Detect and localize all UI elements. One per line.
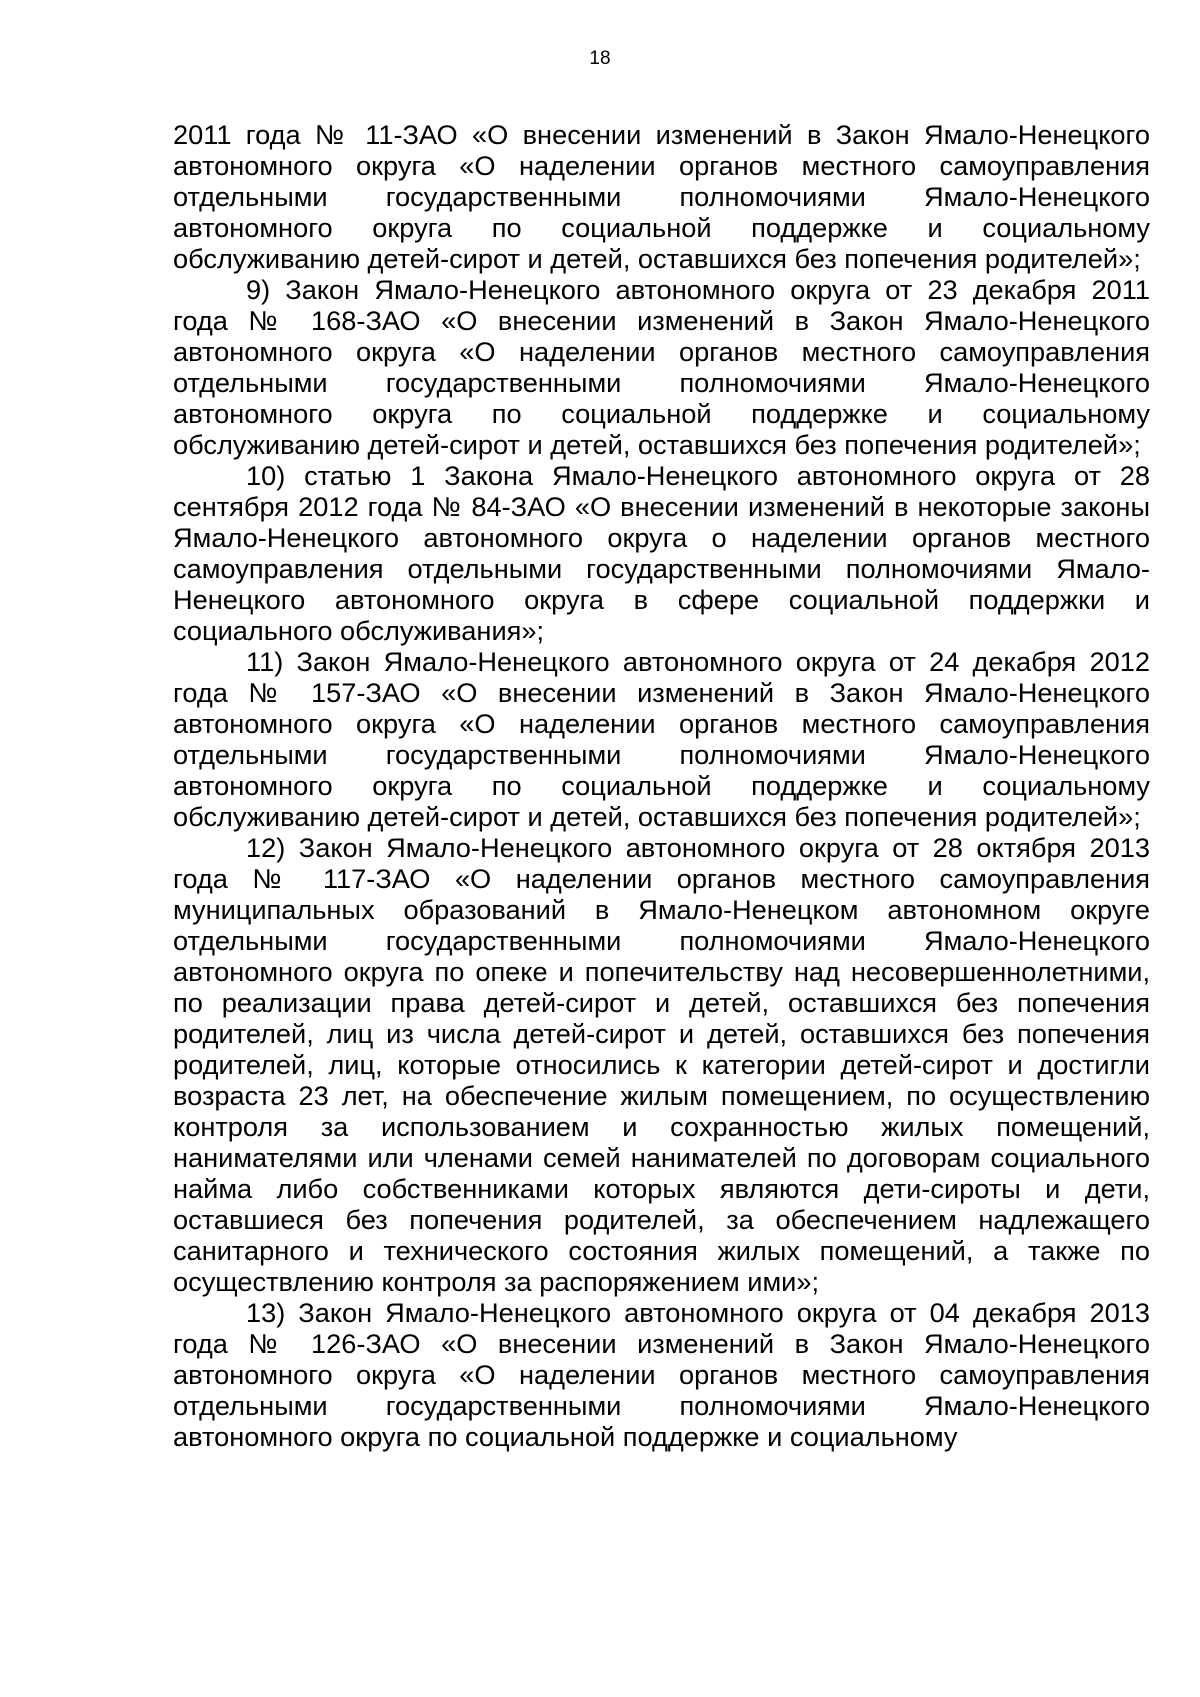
paragraph-item-11: 11) Закон Ямало-Ненецкого автономного округа от 24 декабря 2012 года № 157-ЗАО «О внесении изменений в Закон Ямало-Ненецкого автономного округа «О наделении органов местного самоуправления отдельными государственными полномочиями Ямало-Ненецкого автономного округа по социальной поддержке и социальному обслуживанию детей-сирот и детей, оставшихся без попечения родителей»; (173, 646, 1150, 832)
document-body (173, 119, 1150, 1452)
page-number: 18 (589, 48, 611, 69)
paragraph-item-13: 13) Закон Ямало-Ненецкого автономного округа от 04 декабря 2013 года № 126-ЗАО «О внесении изменений в Закон Ямало-Ненецкого автономного округа «О наделении органов местного самоуправления отдельными государственными полномочиями Ямало-Ненецкого автономного округа по социальной поддержке и социальному (173, 1297, 1150, 1452)
paragraph-continuation: 2011 года № 11-ЗАО «О внесении изменений в Закон Ямало-Ненецкого автономного округа «О наделении органов местного самоуправления отдельными государственными полномочиями Ямало-Ненецкого автономного округа по социальной поддержке и социальному обслуживанию детей-сирот и детей, оставшихся без попечения родителей»; (173, 119, 1150, 274)
paragraph-item-12: 12) Закон Ямало-Ненецкого автономного округа от 28 октября 2013 года № 117-ЗАО «О наделении органов местного самоуправления муниципальных образований в Ямало-Ненецком автономном округе отдельными государственными полномочиями Ямало-Ненецкого автономного округа по опеке и попечительству над несовершеннолетними, по реализации права детей-сирот и детей, оставшихся без попечения родителей, лиц из числа детей-сирот и детей, оставшихся без попечения родителей, лиц, которые относились к категории детей-сирот и достигли возраста 23 лет, на обеспечение жилым помещением, по осуществлению контроля за использованием и сохранностью жилых помещений, нанимателями или членами семей нанимателей по договорам социального найма либо собственниками которых являются дети-сироты и дети, оставшиеся без попечения родителей, за обеспечением надлежащего санитарного и технического состояния жилых помещений, а также по осуществлению контроля за распоряжением ими»; (173, 832, 1150, 1297)
paragraph-item-9: 9) Закон Ямало-Ненецкого автономного округа от 23 декабря 2011 года № 168-ЗАО «О внесении изменений в Закон Ямало-Ненецкого автономного округа «О наделении органов местного самоуправления отдельными государственными полномочиями Ямало-Ненецкого автономного округа по социальной поддержке и социальному обслуживанию детей-сирот и детей, оставшихся без попечения родителей»; (173, 274, 1150, 460)
paragraph-item-10: 10) статью 1 Закона Ямало-Ненецкого автономного округа от 28 сентября 2012 года № 84-ЗАО «О внесении изменений в некоторые законы Ямало-Ненецкого автономного округа о наделении органов местного самоуправления отдельными государственными полномочиями Ямало-Ненецкого автономного округа в сфере социальной поддержки и социального обслуживания»; (173, 460, 1150, 646)
